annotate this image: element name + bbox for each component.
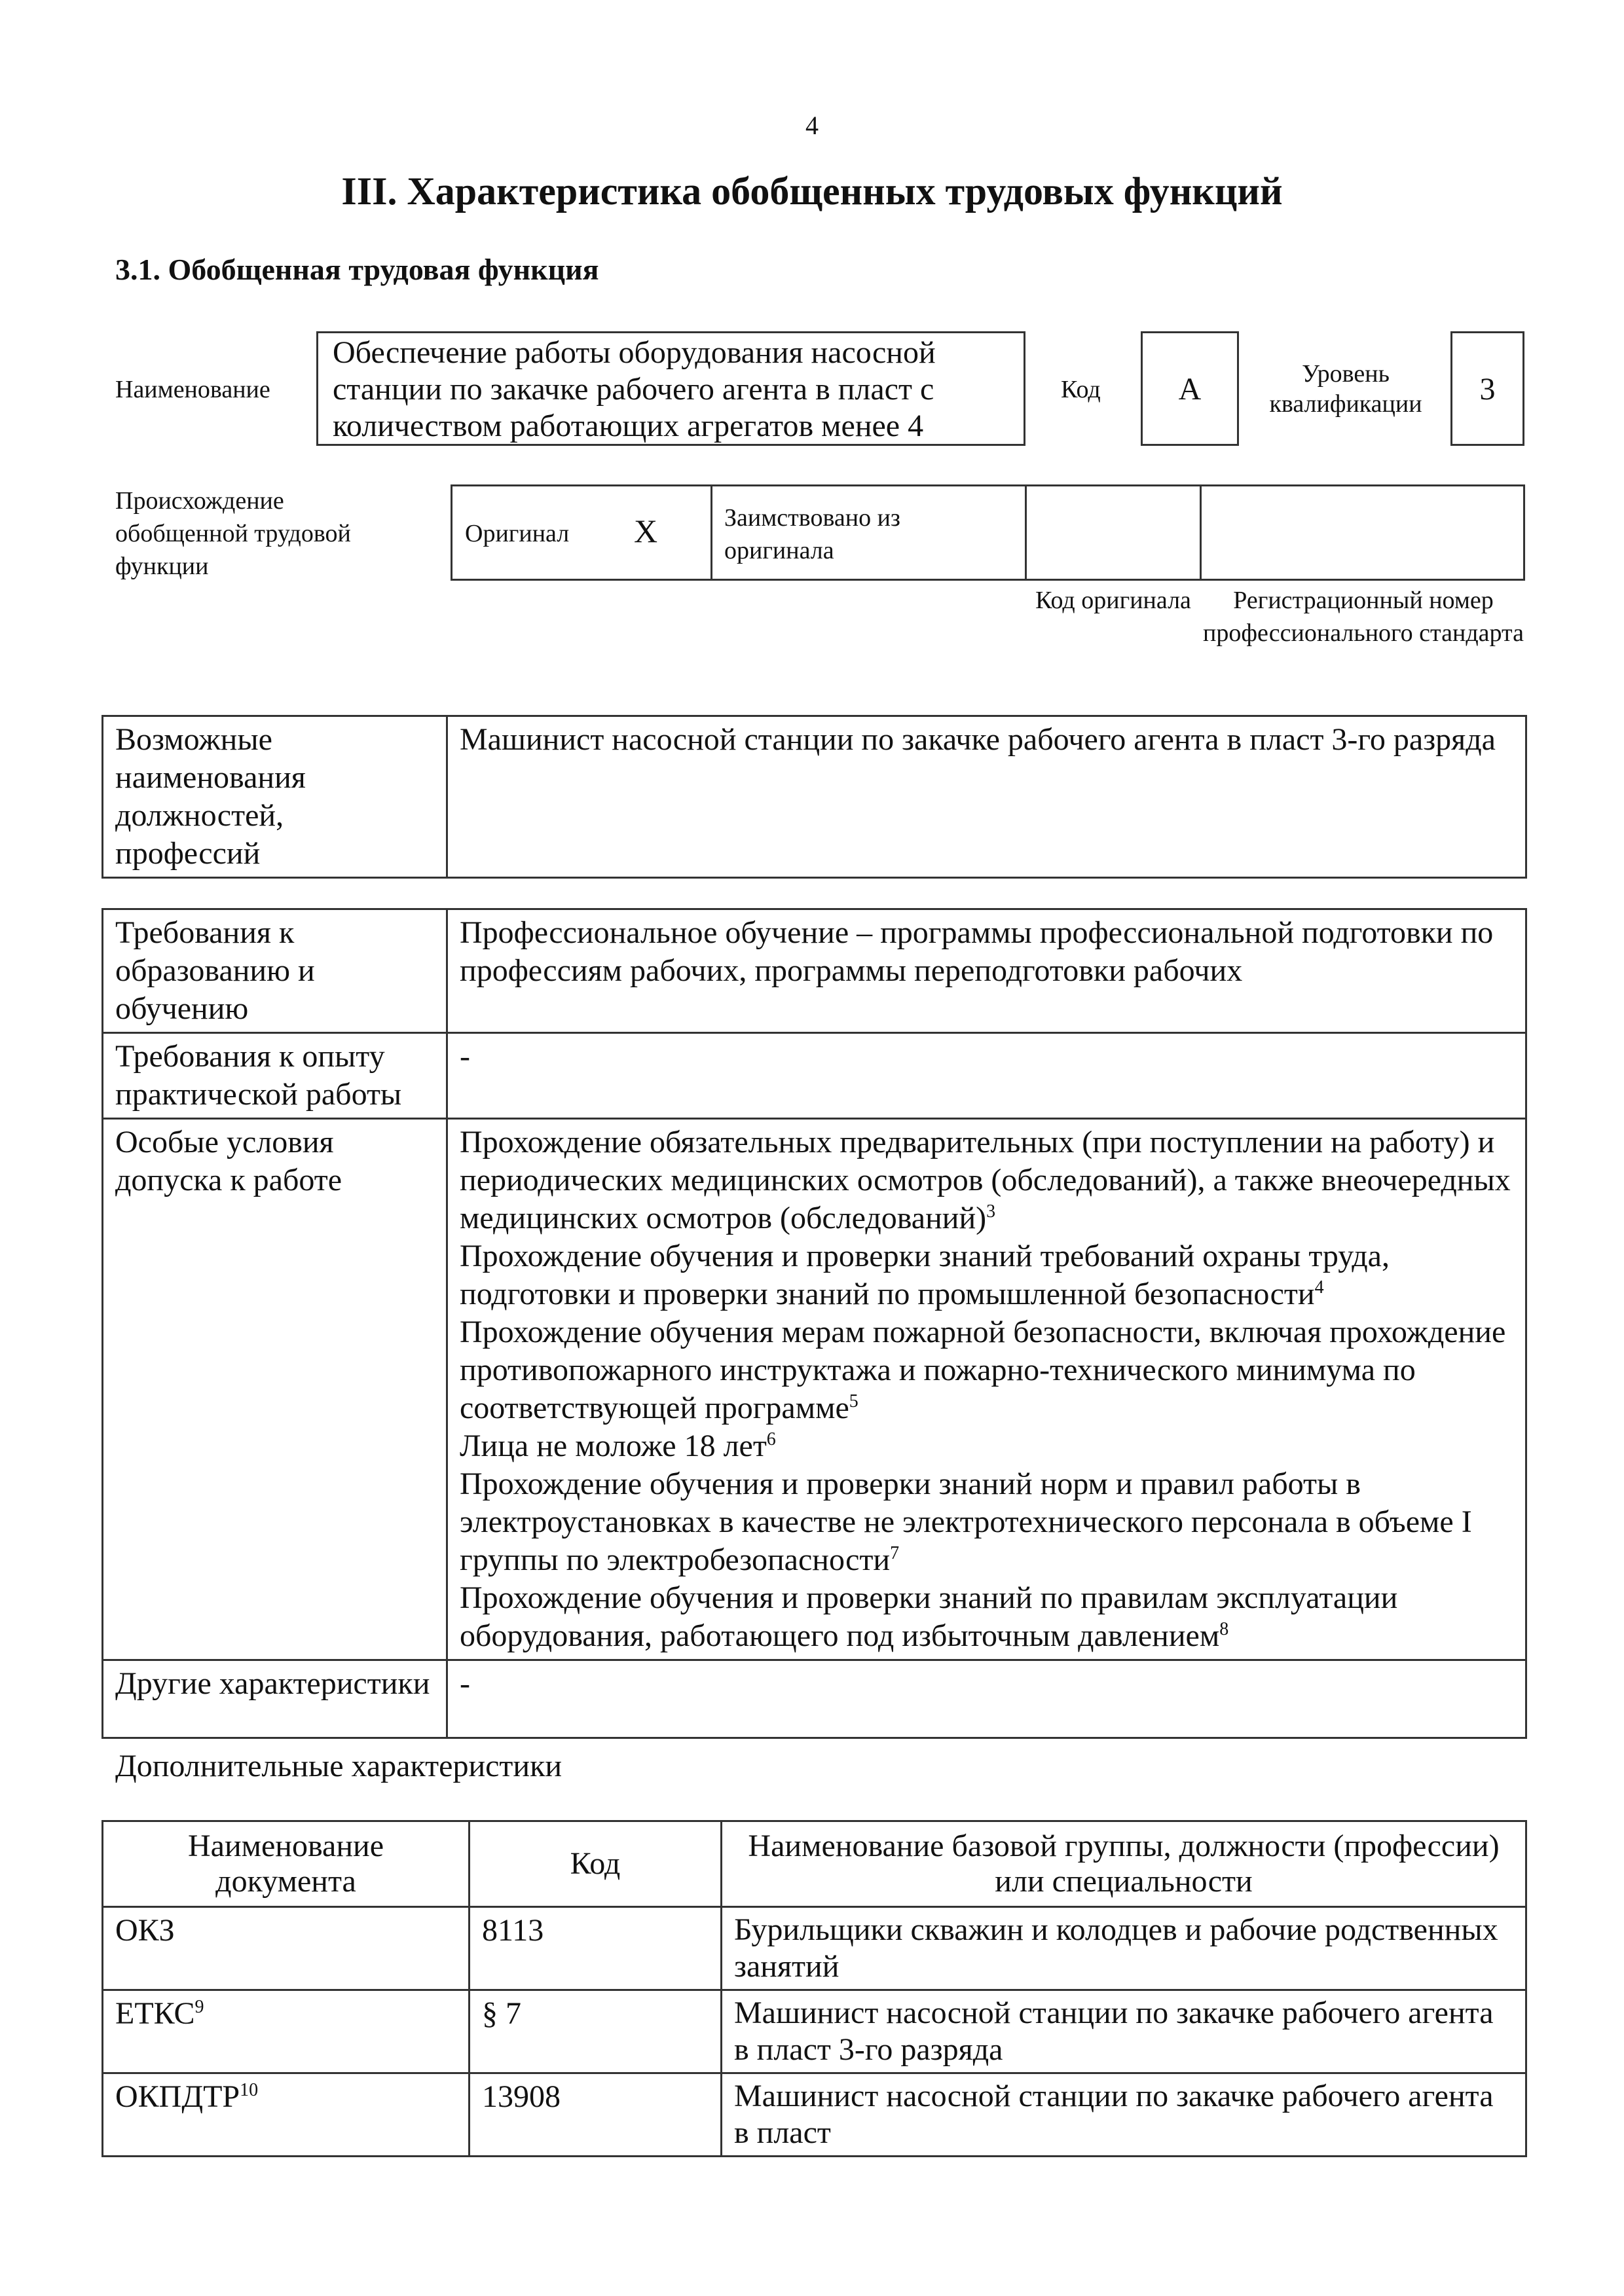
education-row [103,909,1526,1033]
origin-divider-2 [1025,484,1027,581]
table-row [103,1907,1526,1990]
other-row [103,1660,1526,1738]
footnote-ref: 5 [849,1391,858,1412]
function-name-label: Наименование [115,376,270,403]
origin-original-mark: X [634,513,658,549]
code-label: Код [1061,376,1101,403]
origin-label: Происхождение обобщенной трудовой функции [115,487,351,580]
conditions-label: Особые условия допуска к работе [103,1119,447,1660]
positions-value: Машинист насосной станции по закачке рабочего агента в пласт 3-го разряда [447,716,1526,878]
footnote-ref: 3 [986,1201,996,1222]
page-number: 4 [805,111,819,140]
additional-title: Дополнительные характеристики [115,1749,563,1783]
row-doc: ЕТКС$^9$ [103,1990,470,2073]
origin-original-label: Оригинал [465,520,570,547]
subsection-title: 3.1. Обобщенная трудовая функция [115,253,599,286]
section-title: III. Характеристика обобщенных трудовых функций [341,170,1283,213]
conditions-value [447,1119,1526,1660]
education-label: Требования к образованию и обучению [103,909,447,1033]
level-box [1450,331,1524,446]
row-code: 8113 [470,1907,722,1990]
condition-item: Лица не моложе 18 лет$^6$ [460,1429,776,1463]
additional-header-row [103,1821,1526,1907]
positions-table [101,715,1527,879]
row-name: Машинист насосной станции по закачке рабочего агента в пласт [722,2073,1526,2157]
footnote-ref: 10 [240,2080,259,2100]
header-document: Наименование документа [103,1821,470,1907]
footnote-ref: 8 [1219,1619,1229,1639]
condition-item: Прохождение обучения и проверки знаний требований охраны труда, подготовки и проверки знаний по промышленной безопасности$^4$ [460,1239,1390,1311]
footnote-ref: 9 [194,1997,204,2017]
row-code: § 7 [470,1990,722,2073]
origin-divider-3 [1200,484,1202,581]
condition-item: Прохождение обучения и проверки знаний норм и правил работы в электроустановках в качестве не электротехнического персонала в объеме I группы по электробезопасности$^7$ [460,1467,1472,1577]
row-doc: ОКПДТР$^{10}$ [103,2073,470,2157]
table-row [103,1990,1526,2073]
origin-borrowed-label: Заимствовано из оригинала [724,504,900,564]
origin-divider-1 [710,484,712,581]
positions-row [103,716,1526,878]
positions-label: Возможные наименования должностей, профессий [103,716,447,878]
row-doc: ОКЗ [103,1907,470,1990]
level-value: 3 [1479,372,1496,407]
row-code: 13908 [470,2073,722,2157]
experience-label: Требования к опыту практической работы [103,1033,447,1119]
function-name-box [316,331,1025,446]
conditions-row [103,1119,1526,1660]
condition-item: Прохождение обучения и проверки знаний по правилам эксплуатации оборудования, работающего под избыточным давлением$^8$ [460,1580,1398,1653]
footnote-ref: 6 [766,1429,776,1449]
condition-item: Прохождение обучения мерам пожарной безопасности, включая прохождение противопожарного инструктажа и пожарно-технического минимума по соответствующей программе$^5$ [460,1315,1506,1425]
row-name: Бурильщики скважин и колодцев и рабочие родственных занятий [722,1907,1526,1990]
other-label: Другие характеристики [103,1660,447,1738]
origin-reg-caption: Регистрационный номер профессионального стандарта [1203,587,1524,647]
code-box [1141,331,1239,446]
table-row [103,2073,1526,2157]
other-value: - [447,1660,1526,1738]
code-value: A [1178,372,1202,407]
experience-value: - [447,1033,1526,1119]
level-label: Уровень квалификации [1269,360,1422,418]
condition-item: Прохождение обязательных предварительных (при поступлении на работу) и периодических медицинских осмотров (обследований), а также внеочередных медицинских осмотров (обследований)$^3$ [460,1125,1511,1235]
footnote-ref: 4 [1314,1277,1324,1298]
header-group-name: Наименование базовой группы, должности (профессии) или специальности [722,1821,1526,1907]
header-code: Код [470,1821,722,1907]
row-name: Машинист насосной станции по закачке рабочего агента в пласт 3-го разряда [722,1990,1526,2073]
additional-table [101,1820,1527,2157]
origin-code-caption: Код оригинала [1035,587,1191,614]
footnote-ref: 7 [890,1543,900,1563]
function-name-value: Обеспечение работы оборудования насосной станции по закачке рабочего агента в пласт с количеством работающих агрегатов менее 4 [333,335,936,443]
experience-row [103,1033,1526,1119]
education-value: Профессиональное обучение – программы профессиональной подготовки по профессиям рабочих, программы переподготовки рабочих [447,909,1526,1033]
requirements-table [101,908,1527,1739]
